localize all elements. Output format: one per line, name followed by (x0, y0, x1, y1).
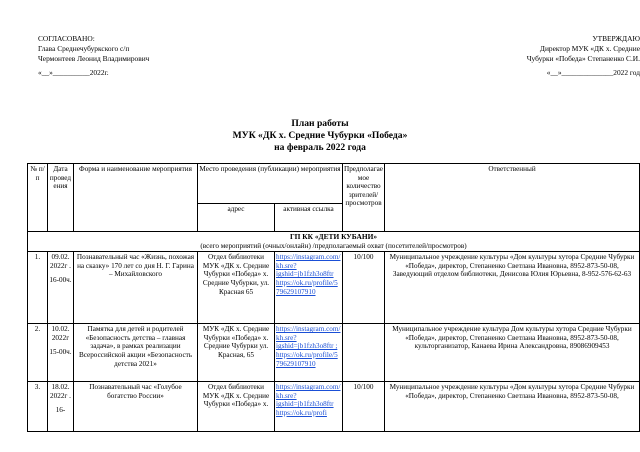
row-time-value: 16- (55, 406, 66, 415)
row-form: Памятка для детей и родителей «Безопасность детства – главная задача», в рамках реализации Всероссийской акции «Безопасность детства 2021» (74, 324, 198, 382)
header-right-approval (527, 34, 640, 78)
section-cell (28, 232, 640, 252)
title-line-1: План работы (291, 118, 349, 129)
section-subtitle: (всего мероприятий (очных/онлайн) /предполагаемый охват (посетителей/просмотров) (200, 241, 467, 250)
table-row (28, 252, 640, 324)
header-date: Дата проведения (48, 164, 74, 232)
approver-position: Глава Среднечубуркского с/п (38, 44, 130, 53)
row-form: Познавательный час «Голубое богатство России» (74, 382, 198, 432)
row-link[interactable]: https://instagram.com/kh.sre?igshid=jb1fzh3o8ftr ; https://ok.ru/profile/579629107910 (275, 324, 343, 382)
approver-name: Чермонтеев Леонид Владимирович (38, 54, 150, 63)
approval-date-line: «__»__________2022г. (38, 68, 109, 77)
row-time-value: 16-00ч. (49, 276, 72, 285)
header-num: № п/п (28, 164, 48, 232)
header-place: Место проведения (публикации) мероприятия (198, 164, 343, 204)
row-time-value: 15-00ч. (49, 348, 72, 357)
header-left-approval (38, 34, 149, 78)
row-link[interactable]: https://instagram.com/kh.sre?igshid=jb1fzh3o8ftr https://ok.ru/profile/579629107910 (275, 252, 343, 324)
row-date (48, 324, 74, 382)
row-coverage: 10/100 (343, 382, 385, 432)
row-responsible: Муниципальное учреждение культуры «Дом культуры хутора Средние Чубурки «Победа», директор, Степаненко Светлана Ивановна, 8952-873-50-08, Заведующий отделом библиотеки, Денисова Юлия Юрьевна, 8-952-576-62-63 (385, 252, 640, 324)
row-date-value: 09.02. 2022г . (50, 253, 71, 270)
row-address: Отдел библиотеки МУК «ДК х. Средние Чубурки «Победа» х. (198, 382, 275, 432)
title-line-3: на февраль 2022 года (274, 142, 366, 153)
header-coverage: Предполагаемое количество зрителей/ просмотров (343, 164, 385, 232)
row-coverage (343, 324, 385, 382)
row-coverage: 10/100 (343, 252, 385, 324)
table-row (28, 324, 640, 382)
row-link[interactable]: https://instagram.com/kh.sre?igshid=jb1fzh3o8ftr https://ok.ru/profi (275, 382, 343, 432)
row-responsible: Муниципальное учреждение культура Дом культуры хутора Средние Чубурки «Победа», директор, Степаненко Светлана Ивановна, 8952-873-50-08, культорганизатор, Канаева Ирина Александровна, 89086909453 (385, 324, 640, 382)
header-responsible: Ответственный (385, 164, 640, 232)
header-row-1 (28, 164, 640, 204)
approval-label: СОГЛАСОВАНО: (38, 34, 95, 43)
table-row (28, 382, 640, 432)
document-title (0, 118, 640, 154)
section-title: ГП КК «ДЕТИ КУБАНИ» (289, 232, 378, 241)
director-name: Чубурки «Победа» Степаненко С.И. (526, 54, 640, 63)
row-date (48, 382, 74, 432)
row-date-value: 18.02. 2022г . (50, 383, 71, 400)
row-date (48, 252, 74, 324)
header-link: активная ссылка (275, 204, 343, 232)
confirm-label: УТВЕРЖДАЮ (592, 34, 640, 43)
plan-table (27, 163, 640, 432)
title-line-2: МУК «ДК х. Средние Чубурки «Победа» (232, 130, 408, 141)
row-form: Познавательный час «Жизнь, похожая на сказку» 170 лет со дня Н. Г. Гарина – Михайловского (74, 252, 198, 324)
row-address: Отдел библиотеки МУК «ДК х. Средние Чубурки «Победа» х. Средние Чубурки, ул. Красная 65 (198, 252, 275, 324)
row-num: 3. (28, 382, 48, 432)
section-row (28, 232, 640, 252)
row-responsible: Муниципальное учреждение культуры «Дом культуры хутора Средние Чубурки «Победа», директор, Степаненко Светлана Ивановна, 8952-873-50-08, (385, 382, 640, 432)
header-address: адрес (198, 204, 275, 232)
header-form: Форма и наименование мероприятия (74, 164, 198, 232)
row-num: 1. (28, 252, 48, 324)
row-address: МУК «ДК х. Средние Чубурки «Победа» х. Средние Чубурки ул. Красная, 65 (198, 324, 275, 382)
confirm-date-line: «__»______________2022 год (546, 68, 640, 77)
row-num: 2. (28, 324, 48, 382)
director-position: Директор МУК «ДК х. Средние (539, 44, 640, 53)
row-date-value: 10.02. 2022г (51, 325, 70, 342)
